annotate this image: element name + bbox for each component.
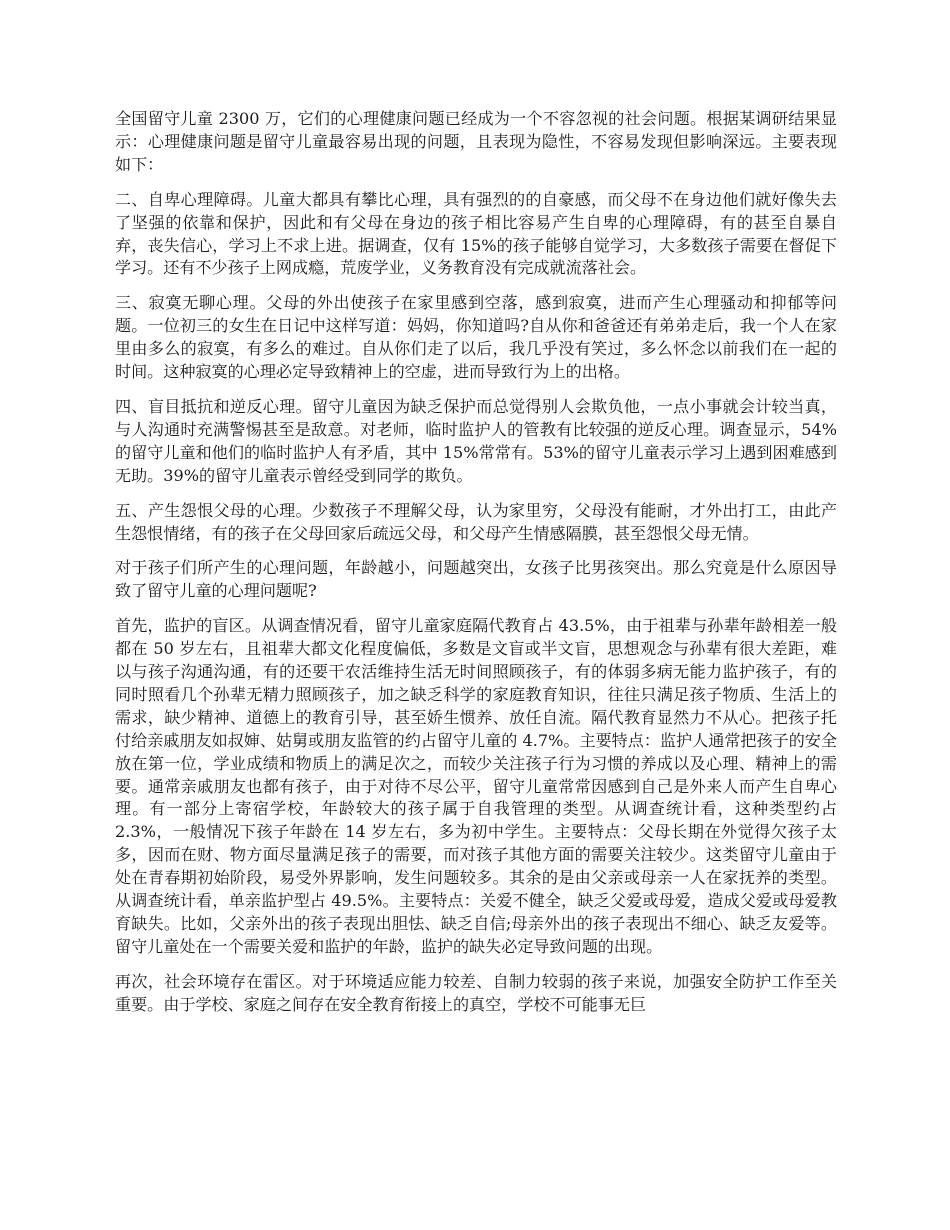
paragraph-intro: 全国留守儿童 2300 万，它们的心理健康问题已经成为一个不容忽视的社会问题。根据某调研结果显示：心理健康问题是留守儿童最容易出现的问题，且表现为隐性，不容易发现但影响深远。主要表现如下： xyxy=(115,109,837,174)
paragraph-question: 对于孩子们所产生的心理问题，年龄越小，问题越突出，女孩子比男孩突出。那么究竟是什么原因导致了留守儿童的心理问题呢? xyxy=(115,558,837,601)
paragraph-environment: 再次，社会环境存在雷区。对于环境适应能力较差、自制力较弱的孩子来说，加强安全防护工作至关重要。由于学校、家庭之间存在安全教育衔接上的真空，学校不可能事无巨 xyxy=(115,971,837,1014)
paragraph-loneliness: 三、寂寞无聊心理。父母的外出使孩子在家里感到空落，感到寂寞，进而产生心理骚动和抑郁等问题。一位初三的女生在日记中这样写道：妈妈，你知道吗?自从你和爸爸还有弟弟走后，我一个人在家里由多么的寂寞，有多么的难过。自从你们走了以后，我几乎没有笑过，多么怀念以前我们在一起的时间。这种寂寞的心理必定导致精神上的空虚，进而导致行为上的出格。 xyxy=(115,293,837,382)
document-body xyxy=(115,108,837,1029)
paragraph-inferiority: 二、自卑心理障碍。儿童大都具有攀比心理，具有强烈的的自豪感，而父母不在身边他们就好像失去了坚强的依靠和保护，因此和有父母在身边的孩子相比容易产生自卑的心理障碍，有的甚至自暴自弃，丧失信心，学习上不求上进。据调查，仅有 15%的孩子能够自觉学习，大多数孩子需要在督促下学习。还有不少孩子上网成瘾，荒废学业，义务教育没有完成就流落社会。 xyxy=(115,189,837,278)
paragraph-resentment: 五、产生怨恨父母的心理。少数孩子不理解父母，认为家里穷，父母没有能耐，才外出打工，由此产生怨恨情绪，有的孩子在父母回家后疏远父母，和父母产生情感隔膜，甚至怨恨父母无情。 xyxy=(115,500,837,543)
paragraph-guardianship: 首先，监护的盲区。从调查情况看，留守儿童家庭隔代教育占 43.5%，由于祖辈与孙辈年龄相差一般都在 50 岁左右，且祖辈大都文化程度偏低，多数是文盲或半文盲，思想观念与孙辈有很大差距，难以与孩子沟通沟通，有的还要干农活维持生活无时间照顾孩子，有的体弱多病无能力监护孩子，有的同时照看几个孙辈无精力照顾孩子，加之缺乏科学的家庭教育知识，往往只满足孩子物质、生活上的需求，缺少精神、道德上的教育引导，甚至娇生惯养、放任自流。隔代教育显然力不从心。把孩子托付给亲戚朋友如叔婶、姑舅或朋友监管的约占留守儿童的 4.7%。主要特点：监护人通常把孩子的安全放在第一位，学业成绩和物质上的满足次之，而较少关注孩子行为习惯的养成以及心理、精神上的需要。通常亲戚朋友也都有孩子，由于对待不尽公平，留守儿童常常因感到自己是外来人而产生自卑心理。有一部分上寄宿学校，年龄较大的孩子属于自我管理的类型。从调查统计看，这种类型约占 2.3%，一般情况下孩子年龄在 14 岁左右，多为初中学生。主要特点：父母长期在外觉得欠孩子太多，因而在财、物方面尽量满足孩子的需要，而对孩子其他方面的需要关注较少。这类留守儿童由于处在青春期初始阶段，易受外界影响，发生问题较多。其余的是由父亲或母亲一人在家抚养的类型。从调查统计看，单亲监护型占 49.5%。主要特点：关爱不健全，缺乏父爱或母爱，造成父爱或母爱教育缺失。比如，父亲外出的孩子表现出胆怯、缺乏自信;母亲外出的孩子表现出不细心、缺乏友爱等。留守儿童处在一个需要关爱和监护的年龄，监护的缺失必定导致问题的出现。 xyxy=(115,616,837,956)
paragraph-rebellion: 四、盲目抵抗和逆反心理。留守儿童因为缺乏保护而总觉得别人会欺负他，一点小事就会计较当真，与人沟通时充满警惕甚至是敌意。对老师，临时监护人的管教有比较强的逆反心理。调查显示，54%的留守儿童和他们的临时监护人有矛盾，其中 15%常常有。53%的留守儿童表示学习上遇到困难感到无助。39%的留守儿童表示曾经受到同学的欺负。 xyxy=(115,396,837,485)
